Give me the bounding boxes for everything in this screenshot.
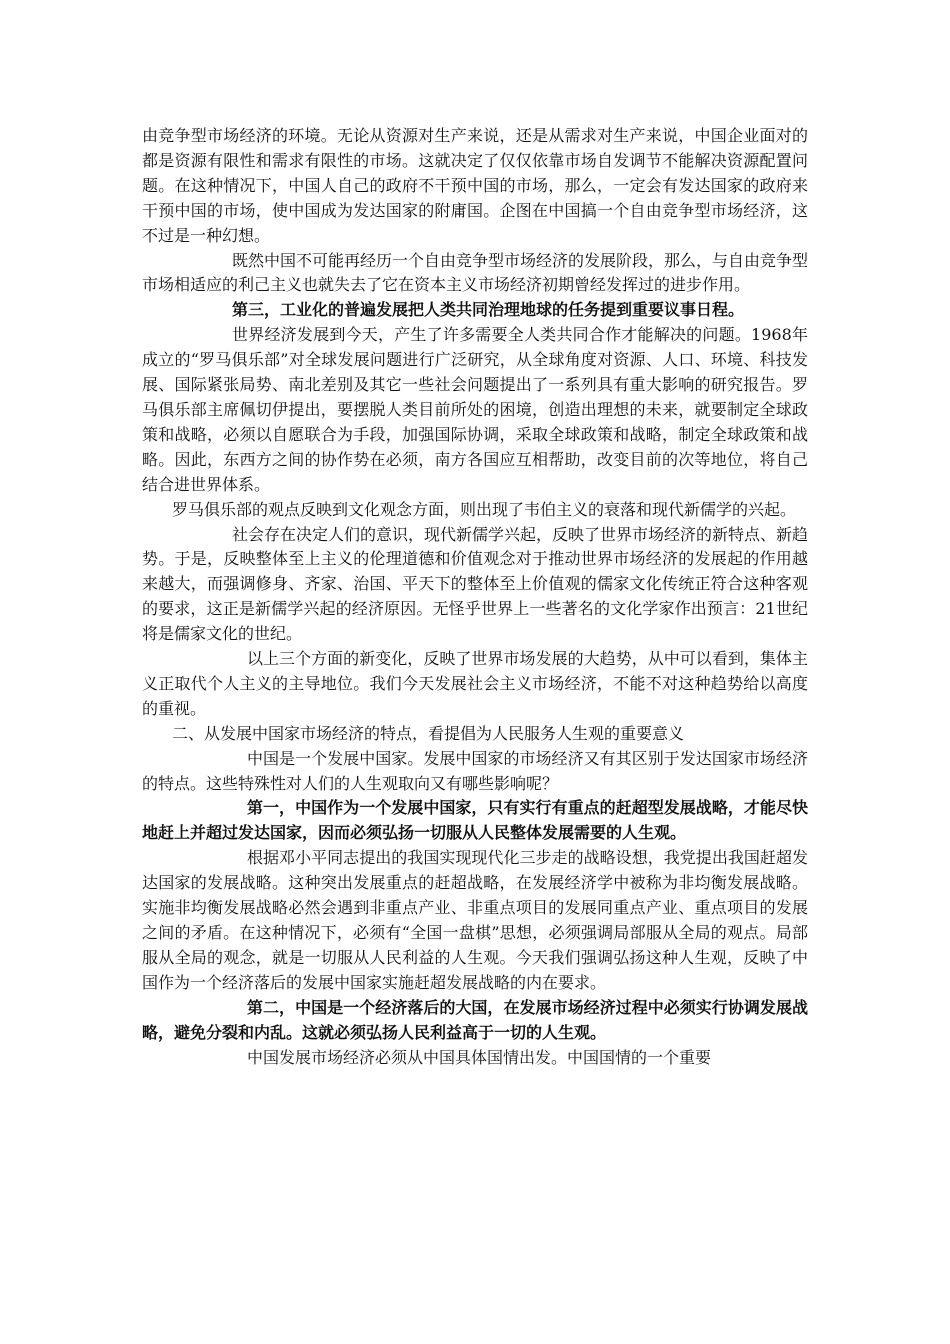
- body-paragraph: 世界经济发展到今天，产生了许多需要全人类共同合作才能解决的问题。1968年成立的“罗马俱乐部”对全球发展问题进行广泛研究，从全球角度对资源、人口、环境、科技发展、国际紧张局势、南北差别及其它一些社会问题提出了一系列具有重大影响的研究报告。罗马俱乐部主席佩切伊提出，要摆脱人类目前所处的困境，创造出理想的未来，就要制定全球政策和战略，必须以自愿联合为手段，加强国际协调，采取全球政策和战略，制定全球政策和战略。因此，东西方之间的协作势在必须，南方各国应互相帮助，改变目前的次等地位，将自己结合进世界体系。: [142, 325, 808, 494]
- section-heading: 第二，中国是一个经济落后的大国，在发展市场经济过程中必须实行协调发展战略，避免分裂和内乱。这就必须弘扬人民利益高于一切的人生观。: [142, 997, 808, 1042]
- body-paragraph: 根据邓小平同志提出的我国实现现代化三步走的战略设想，我党提出我国赶超发达国家的发展战略。这种突出发展重点的赶超战略，在发展经济学中被称为非均衡发展战略。实施非均衡发展战略必然会遇到非重点产业、非重点项目的发展同重点产业、重点项目的发展之间的矛盾。在这种情况下，必须有“全国一盘棋”思想，必须强调局部服从全局的观点。局部服从全局的观念，就是一切服从人民利益的人生观。今天我们强调弘扬这种人生观，反映了中国作为一个经济落后的发展中国家实施赶超发展战略的内在要求。: [142, 848, 808, 992]
- section-title: 二、从发展中国家市场经济的特点，看提倡为人民服务人生观的重要意义: [172, 723, 685, 743]
- section-heading: 第一，中国作为一个发展中国家，只有实行有重点的赶超型发展战略，才能尽快地赶上并超过发达国家，因而必须弘扬一切服从人民整体发展需要的人生观。: [142, 798, 808, 843]
- document-page: [142, 124, 808, 1070]
- body-paragraph: 中国是一个发展中国家。发展中国家的市场经济又有其区别于发达国家市场经济的特点。这些特殊性对人们的人生观取向又有哪些影响呢？: [142, 748, 808, 793]
- body-paragraph: 以上三个方面的新变化，反映了世界市场发展的大趋势，从中可以看到，集体主义正取代个人主义的主导地位。我们今天发展社会主义市场经济，不能不对这种趋势给以高度的重视。: [142, 649, 808, 718]
- body-paragraph: 中国发展市场经济必须从中国具体国情出发。中国国情的一个重要: [247, 1047, 712, 1067]
- section-heading: 第三，工业化的普遍发展把人类共同治理地球的任务提到重要议事日程。: [232, 300, 745, 320]
- body-paragraph: 由竞争型市场经济的环境。无论从资源对生产来说，还是从需求对生产来说，中国企业面对的都是资源有限性和需求有限性的市场。这就决定了仅仅依靠市场自发调节不能解决资源配置问题。在这种情况下，中国人自己的政府不干预中国的市场，那么，一定会有发达国家的政府来干预中国的市场，使中国成为发达国家的附庸国。企图在中国搞一个自由竞争型市场经济，这不过是一种幻想。: [142, 126, 808, 245]
- body-paragraph: 社会存在决定人们的意识，现代新儒学兴起，反映了世界市场经济的新特点、新趋势。于是，反映整体至上主义的伦理道德和价值观念对于推动世界市场经济的发展起的作用越来越大，而强调修身、齐家、治国、平天下的整体至上价值观的儒家文化传统正符合这种客观的要求，这正是新儒学兴起的经济原因。无怪乎世界上一些著名的文化学家作出预言：21世纪将是儒家文化的世纪。: [142, 524, 809, 644]
- body-paragraph: 罗马俱乐部的观点反映到文化观念方面，则出现了韦伯主义的衰落和现代新儒学的兴起。: [172, 499, 797, 519]
- body-paragraph: 既然中国不可能再经历一个自由竞争型市场经济的发展阶段，那么，与自由竞争型市场相适应的利己主义也就失去了它在资本主义市场经济初期曾经发挥过的进步作用。: [142, 250, 809, 295]
